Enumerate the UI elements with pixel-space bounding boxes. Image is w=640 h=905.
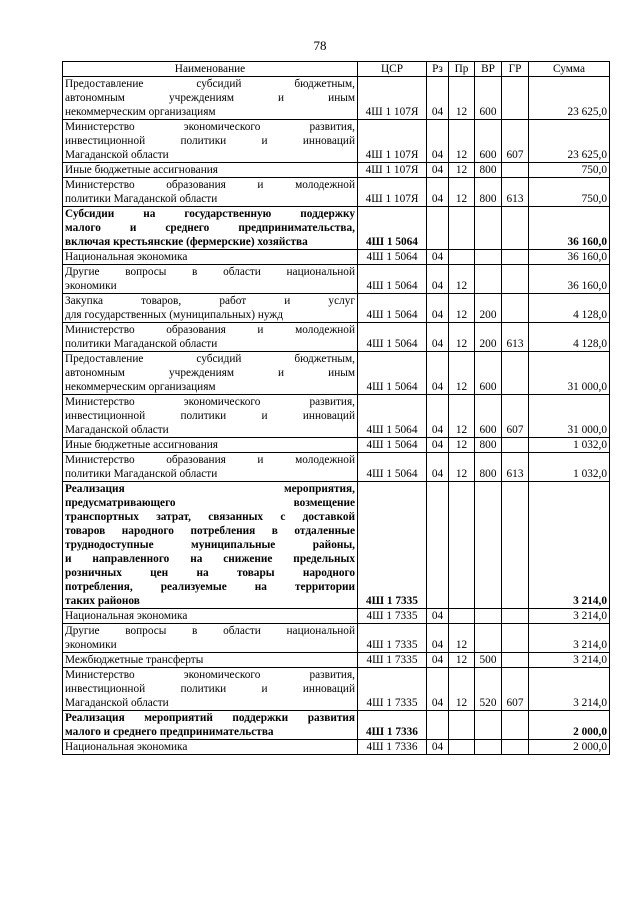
cell-sum: 36 160,0	[529, 207, 610, 250]
column-header-pr: Пр	[449, 62, 475, 77]
table-row	[63, 120, 610, 163]
cell-sum: 4 128,0	[529, 294, 610, 323]
cell-sum: 23 625,0	[529, 120, 610, 163]
cell-csr: 4Ш 1 5064	[358, 250, 427, 265]
cell-gr	[502, 207, 529, 250]
cell-vr: 500	[475, 653, 502, 668]
cell-name-line: Магаданской области	[65, 424, 169, 436]
cell-vr: 200	[475, 323, 502, 352]
cell-gr: 613	[502, 178, 529, 207]
cell-rz: 04	[427, 453, 449, 482]
cell-pr: 12	[449, 77, 475, 120]
cell-gr	[502, 438, 529, 453]
cell-name-line: политики Магаданской области	[65, 468, 218, 480]
cell-csr: 4Ш 1 5064	[358, 352, 427, 395]
cell-vr: 800	[475, 178, 502, 207]
cell-vr	[475, 482, 502, 609]
cell-gr: 613	[502, 453, 529, 482]
cell-pr	[449, 711, 475, 740]
table-row	[63, 265, 610, 294]
cell-csr: 4Ш 1 7335	[358, 653, 427, 668]
cell-name-line: Иные бюджетные ассигнования	[65, 439, 218, 451]
table-row	[63, 624, 610, 653]
column-header-name: Наименование	[63, 62, 358, 77]
cell-gr	[502, 265, 529, 294]
cell-name	[63, 609, 358, 624]
cell-rz: 04	[427, 77, 449, 120]
cell-name-line: инвестиционной политики и инноваций	[65, 135, 355, 147]
cell-name-line: Иные бюджетные ассигнования	[65, 164, 218, 176]
cell-name-line: Магаданской области	[65, 149, 169, 161]
cell-gr	[502, 609, 529, 624]
column-header-vr: ВР	[475, 62, 502, 77]
cell-name-line: малого и среднего предпринимательства	[65, 726, 274, 738]
table-row	[63, 250, 610, 265]
cell-rz	[427, 711, 449, 740]
cell-gr: 607	[502, 395, 529, 438]
cell-name	[63, 453, 358, 482]
cell-csr: 4Ш 1 107Я	[358, 77, 427, 120]
cell-name-line: некоммерческим организациям	[65, 381, 216, 393]
table-row	[63, 352, 610, 395]
cell-name-line: Магаданской области	[65, 697, 169, 709]
cell-csr: 4Ш 1 5064	[358, 265, 427, 294]
cell-name	[63, 395, 358, 438]
cell-vr: 600	[475, 395, 502, 438]
cell-name-line: политики Магаданской области	[65, 338, 218, 350]
cell-name-line: автономным учреждениям и иным	[65, 92, 355, 104]
table-row	[63, 77, 610, 120]
cell-gr	[502, 653, 529, 668]
cell-name-line: Национальная экономика	[65, 610, 188, 622]
cell-rz: 04	[427, 323, 449, 352]
cell-name	[63, 740, 358, 755]
table-row	[63, 711, 610, 740]
table-row	[63, 395, 610, 438]
cell-name-line: Министерство образования и молодежной	[65, 324, 355, 336]
cell-pr: 12	[449, 438, 475, 453]
cell-pr	[449, 482, 475, 609]
cell-csr: 4Ш 1 5064	[358, 453, 427, 482]
column-header-sum: Сумма	[529, 62, 610, 77]
cell-vr	[475, 624, 502, 653]
cell-sum: 3 214,0	[529, 482, 610, 609]
cell-sum: 3 214,0	[529, 653, 610, 668]
table-header-row	[63, 62, 610, 77]
cell-pr	[449, 207, 475, 250]
cell-name-line: включая крестьянские (фермерские) хозяйства	[65, 236, 308, 248]
cell-name	[63, 178, 358, 207]
cell-rz	[427, 207, 449, 250]
cell-sum: 31 000,0	[529, 395, 610, 438]
cell-vr: 800	[475, 453, 502, 482]
cell-sum: 750,0	[529, 178, 610, 207]
cell-name-line: Субсидии на государственную поддержку	[65, 208, 355, 220]
cell-gr: 613	[502, 323, 529, 352]
cell-vr: 800	[475, 438, 502, 453]
cell-rz: 04	[427, 120, 449, 163]
cell-pr: 12	[449, 668, 475, 711]
cell-name-line: Министерство экономического развития,	[65, 396, 355, 408]
cell-name-line: Другие вопросы в области национальной	[65, 266, 355, 278]
cell-gr	[502, 77, 529, 120]
cell-name-line: для государственных (муниципальных) нужд	[65, 309, 283, 321]
cell-name-line: инвестиционной политики и инноваций	[65, 683, 355, 695]
cell-sum: 3 214,0	[529, 668, 610, 711]
cell-rz: 04	[427, 395, 449, 438]
cell-gr	[502, 482, 529, 609]
cell-name-line: Министерство экономического развития,	[65, 669, 355, 681]
cell-rz: 04	[427, 265, 449, 294]
cell-vr	[475, 740, 502, 755]
table-row	[63, 482, 610, 609]
cell-name-line: экономики	[65, 639, 117, 651]
cell-pr: 12	[449, 395, 475, 438]
cell-rz	[427, 482, 449, 609]
cell-name	[63, 120, 358, 163]
cell-name-line: труднодоступные муниципальные районы,	[65, 539, 355, 551]
cell-name	[63, 711, 358, 740]
cell-csr: 4Ш 1 107Я	[358, 120, 427, 163]
cell-name-line: некоммерческим организациям	[65, 106, 216, 118]
cell-rz: 04	[427, 294, 449, 323]
cell-name-line: Министерство образования и молодежной	[65, 179, 355, 191]
cell-sum: 3 214,0	[529, 624, 610, 653]
table-body	[63, 77, 610, 755]
cell-csr: 4Ш 1 107Я	[358, 178, 427, 207]
cell-name-line: Межбюджетные трансферты	[65, 654, 204, 666]
cell-csr: 4Ш 1 5064	[358, 438, 427, 453]
cell-csr: 4Ш 1 5064	[358, 294, 427, 323]
cell-sum: 31 000,0	[529, 352, 610, 395]
cell-pr	[449, 609, 475, 624]
cell-vr: 600	[475, 120, 502, 163]
table-row	[63, 668, 610, 711]
cell-name-line: Реализация мероприятий поддержки развития	[65, 712, 355, 724]
cell-name-line: политики Магаданской области	[65, 193, 218, 205]
cell-gr	[502, 624, 529, 653]
cell-name	[63, 294, 358, 323]
table-row	[63, 294, 610, 323]
table-row	[63, 163, 610, 178]
cell-pr: 12	[449, 178, 475, 207]
page-number: 78	[313, 38, 327, 53]
cell-name-line: транспортных затрат, связанных с доставкой	[65, 511, 355, 523]
cell-pr: 12	[449, 352, 475, 395]
cell-name-line: Национальная экономика	[65, 741, 188, 753]
cell-vr	[475, 711, 502, 740]
cell-rz: 04	[427, 740, 449, 755]
cell-name-line: и направленного на снижение предельных	[65, 553, 355, 565]
cell-name	[63, 482, 358, 609]
cell-name	[63, 624, 358, 653]
cell-name-line: Другие вопросы в области национальной	[65, 625, 355, 637]
cell-vr	[475, 265, 502, 294]
cell-rz: 04	[427, 163, 449, 178]
column-header-csr: ЦСР	[358, 62, 427, 77]
cell-sum: 750,0	[529, 163, 610, 178]
cell-csr: 4Ш 1 107Я	[358, 163, 427, 178]
cell-csr: 4Ш 1 7335	[358, 668, 427, 711]
cell-name	[63, 265, 358, 294]
cell-rz: 04	[427, 668, 449, 711]
cell-sum: 2 000,0	[529, 711, 610, 740]
cell-name	[63, 77, 358, 120]
cell-name-line: Реализация мероприятия,	[65, 483, 355, 495]
cell-rz: 04	[427, 609, 449, 624]
cell-name	[63, 207, 358, 250]
cell-vr: 520	[475, 668, 502, 711]
cell-name-line: экономики	[65, 280, 117, 292]
cell-name-line: Предоставление субсидий бюджетным,	[65, 78, 355, 90]
cell-name-line: Закупка товаров, работ и услуг	[65, 295, 355, 307]
cell-name-line: товаров народного потребления в отдаленные	[65, 525, 355, 537]
cell-csr: 4Ш 1 5064	[358, 323, 427, 352]
cell-name	[63, 163, 358, 178]
cell-name	[63, 438, 358, 453]
table-row	[63, 453, 610, 482]
table-row	[63, 178, 610, 207]
cell-gr	[502, 352, 529, 395]
cell-sum: 36 160,0	[529, 265, 610, 294]
cell-pr: 12	[449, 624, 475, 653]
cell-rz: 04	[427, 624, 449, 653]
cell-name-line: таких районов	[65, 595, 140, 607]
cell-pr: 12	[449, 294, 475, 323]
cell-csr: 4Ш 1 5064	[358, 207, 427, 250]
cell-sum: 2 000,0	[529, 740, 610, 755]
cell-pr: 12	[449, 453, 475, 482]
cell-rz: 04	[427, 438, 449, 453]
cell-sum: 3 214,0	[529, 609, 610, 624]
table-row	[63, 323, 610, 352]
cell-sum: 4 128,0	[529, 323, 610, 352]
cell-gr	[502, 250, 529, 265]
cell-name-line: предусматривающего возмещение	[65, 497, 355, 509]
cell-name	[63, 250, 358, 265]
cell-gr: 607	[502, 120, 529, 163]
cell-rz: 04	[427, 653, 449, 668]
cell-pr: 12	[449, 163, 475, 178]
cell-name-line: Национальная экономика	[65, 251, 188, 263]
cell-csr: 4Ш 1 7336	[358, 711, 427, 740]
cell-name	[63, 323, 358, 352]
table-row	[63, 438, 610, 453]
cell-name	[63, 352, 358, 395]
cell-name-line: потребления, реализуемые на территории	[65, 581, 355, 593]
cell-csr: 4Ш 1 7335	[358, 482, 427, 609]
table-row	[63, 740, 610, 755]
cell-name-line: Предоставление субсидий бюджетным,	[65, 353, 355, 365]
cell-sum: 1 032,0	[529, 438, 610, 453]
cell-rz: 04	[427, 250, 449, 265]
cell-sum: 1 032,0	[529, 453, 610, 482]
cell-name-line: инвестиционной политики и инноваций	[65, 410, 355, 422]
cell-pr	[449, 740, 475, 755]
cell-vr	[475, 609, 502, 624]
cell-csr: 4Ш 1 7335	[358, 609, 427, 624]
cell-vr	[475, 207, 502, 250]
cell-pr	[449, 250, 475, 265]
budget-table	[62, 61, 610, 755]
cell-pr: 12	[449, 120, 475, 163]
cell-name-line: автономным учреждениям и иным	[65, 367, 355, 379]
column-header-gr: ГР	[502, 62, 529, 77]
cell-name-line: Министерство экономического развития,	[65, 121, 355, 133]
cell-csr: 4Ш 1 7335	[358, 624, 427, 653]
cell-name-line: малого и среднего предпринимательства,	[65, 222, 355, 234]
cell-sum: 23 625,0	[529, 77, 610, 120]
table-row	[63, 207, 610, 250]
cell-vr: 600	[475, 77, 502, 120]
cell-name-line: Министерство образования и молодежной	[65, 454, 355, 466]
table-row	[63, 609, 610, 624]
cell-gr: 607	[502, 668, 529, 711]
table-row	[63, 653, 610, 668]
cell-vr: 200	[475, 294, 502, 323]
cell-pr: 12	[449, 323, 475, 352]
cell-gr	[502, 294, 529, 323]
cell-vr	[475, 250, 502, 265]
cell-vr: 800	[475, 163, 502, 178]
cell-pr: 12	[449, 265, 475, 294]
cell-vr: 600	[475, 352, 502, 395]
cell-rz: 04	[427, 178, 449, 207]
cell-sum: 36 160,0	[529, 250, 610, 265]
cell-name	[63, 653, 358, 668]
cell-pr: 12	[449, 653, 475, 668]
cell-csr: 4Ш 1 7336	[358, 740, 427, 755]
column-header-rz: Рз	[427, 62, 449, 77]
cell-csr: 4Ш 1 5064	[358, 395, 427, 438]
cell-gr	[502, 163, 529, 178]
cell-name-line: розничных цен на товары народного	[65, 567, 355, 579]
cell-rz: 04	[427, 352, 449, 395]
cell-name	[63, 668, 358, 711]
cell-gr	[502, 711, 529, 740]
cell-gr	[502, 740, 529, 755]
